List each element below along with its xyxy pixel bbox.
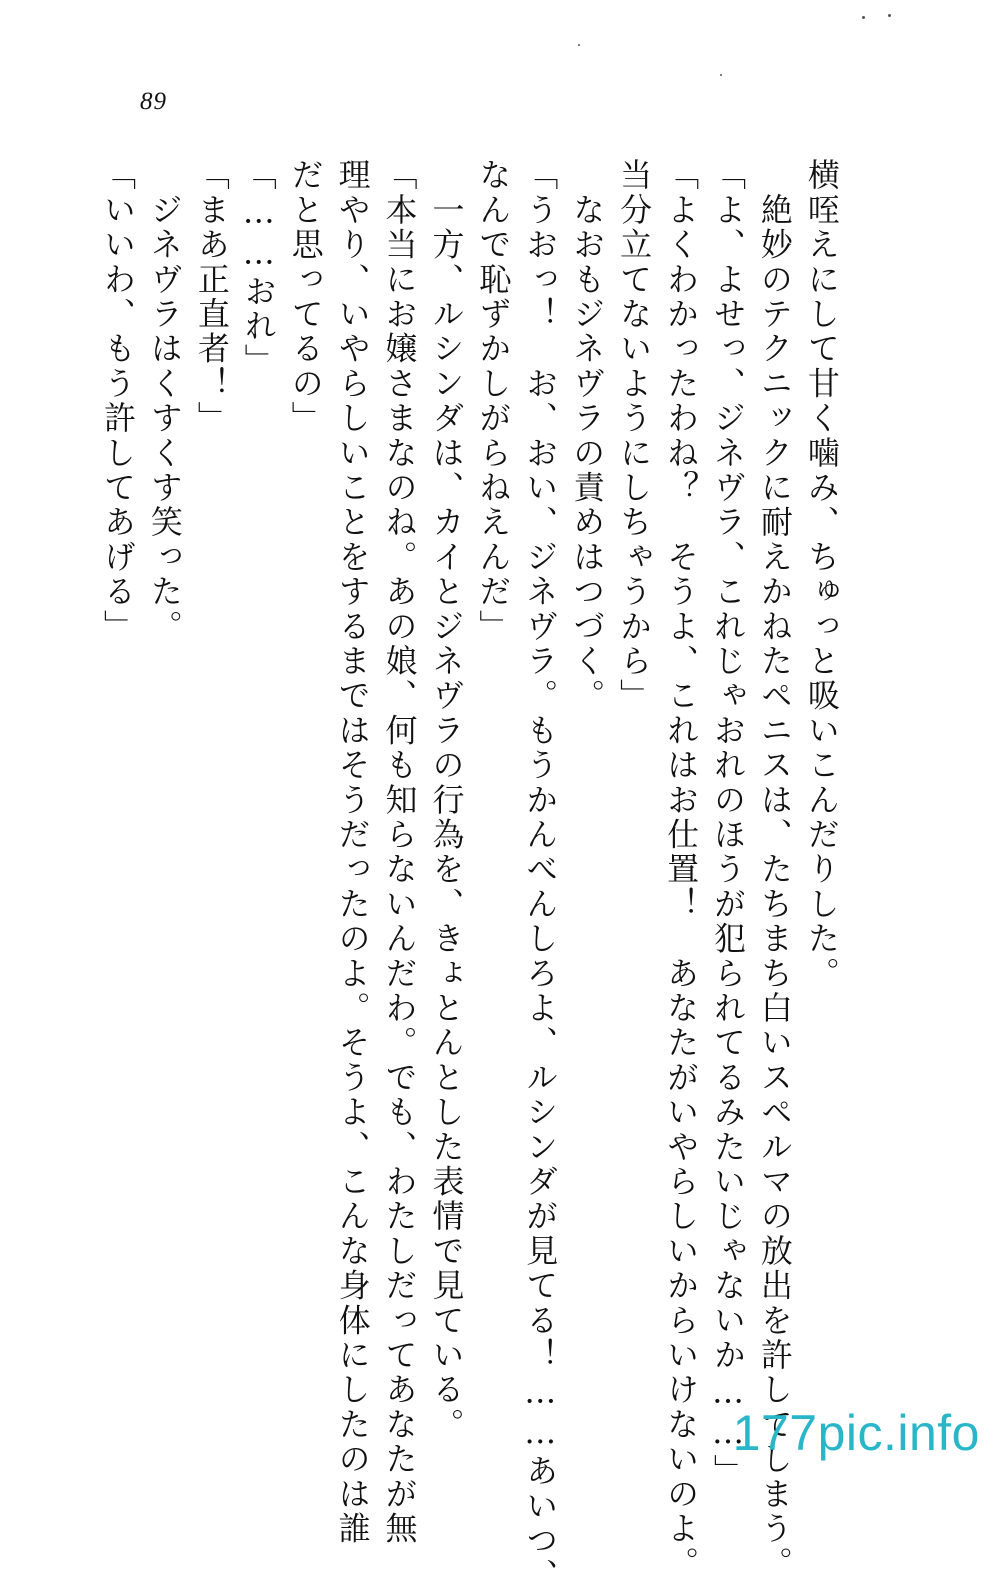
text-line: 一方、ルシンダは、カイとジネヴラの行為を、きょとんとした表情で見ている。 [427, 158, 466, 1442]
scan-speck [578, 44, 580, 46]
text-line: ジネヴラはくすくす笑った。 [145, 158, 184, 644]
scan-speck [888, 14, 891, 17]
text-line: 当分立てないようにしちゃうから」 [615, 158, 654, 714]
text-line: なんで恥ずかしがらねえんだ」 [474, 158, 513, 644]
text-line: だと思ってるの」 [286, 158, 325, 436]
text-line: 「……おれ」 [239, 158, 278, 379]
page-number: 89 [140, 88, 167, 115]
site-watermark: 177pic.info [732, 1405, 980, 1461]
text-line: 「うおっ！ お、おい、ジネヴラ。もうかんべんしろよ、ルシンダが見てる！……あいつ、 [521, 158, 560, 1593]
text-line: 「いいわ、もう許してあげる」 [99, 158, 137, 644]
text-line: なおもジネヴラの責めはつづく。 [568, 158, 607, 714]
text-line: 理やり、いやらしいことをするまではそうだったのよ。そうよ、こんな身体にしたのは誰 [333, 158, 372, 1546]
text-line: 「よくわかったわね？ そうよ、これはお仕置！ あなたがいやらしいからいけないのよ。 [662, 158, 701, 1581]
text-line: 「よ、よせっ、ジネヴラ、これじゃおれのほうが犯られてるみたいじゃないか……」 [708, 158, 747, 1489]
scan-speck [862, 16, 865, 19]
text-line: 絶妙のテクニックに耐えかねたペニスは、たちまち白いスペルマの放出を許してしまう。 [755, 158, 794, 1581]
body-text [99, 158, 841, 1593]
text-line: 横咥えにして甘く噛み、ちゅっと吸いこんだりした。 [802, 158, 841, 991]
text-line: 「まあ正直者！」 [192, 158, 231, 436]
text-line: 「本当にお嬢さまなのね。あの娘、何も知らないんだわ。でも、わたしだってあなたが無 [380, 158, 419, 1546]
scan-speck [720, 74, 722, 76]
